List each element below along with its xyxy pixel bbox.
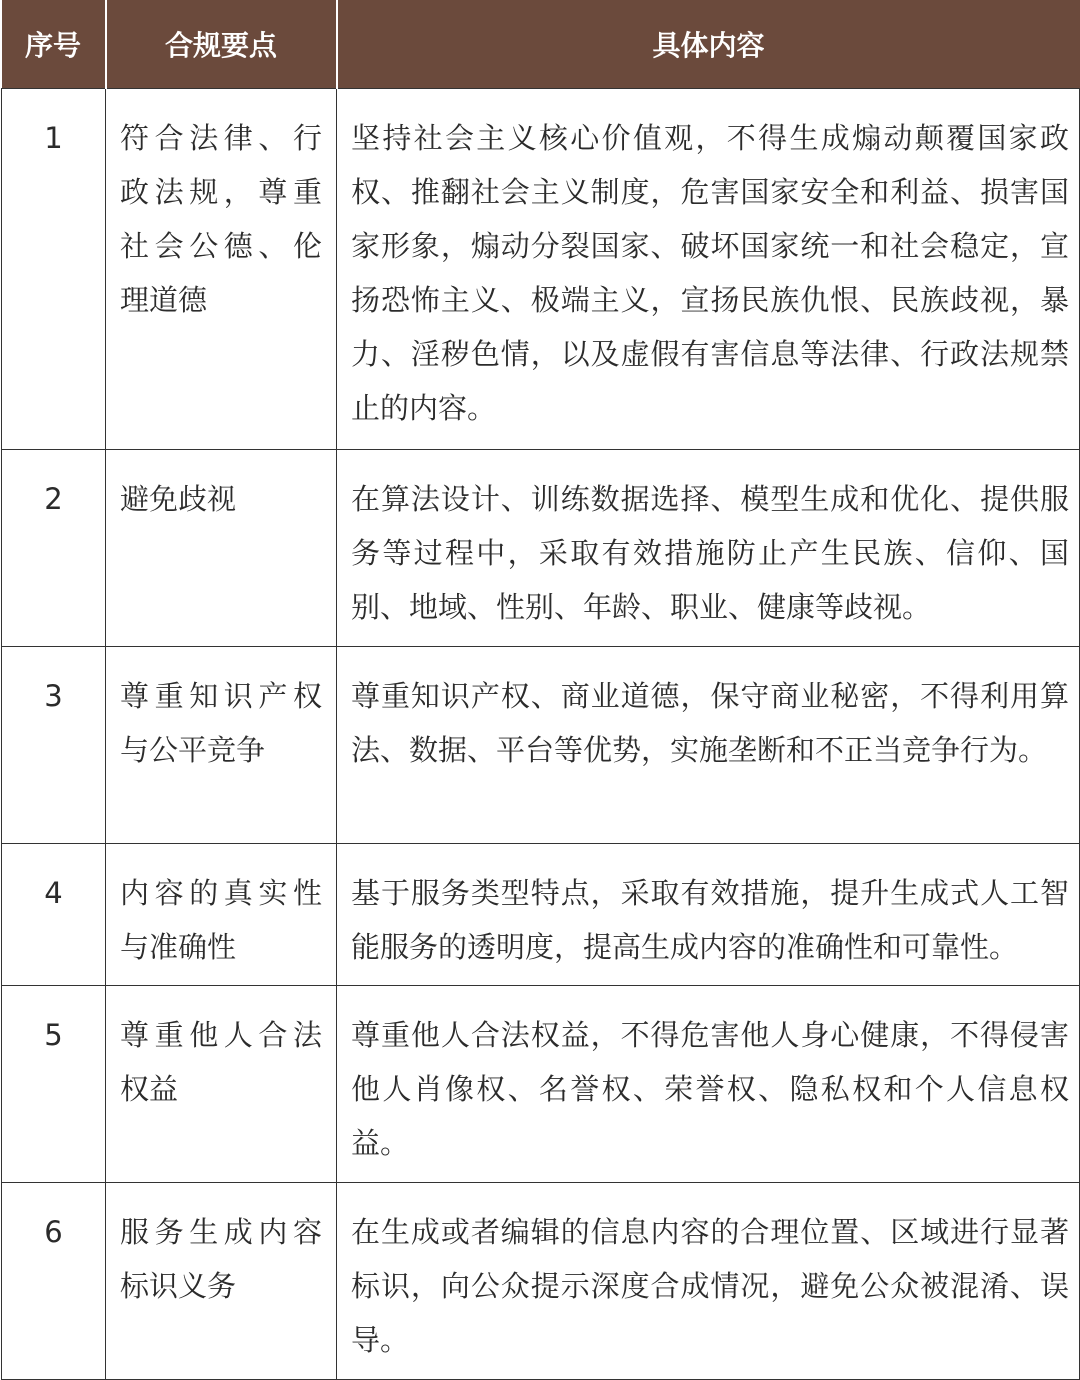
row-index: 5 (2, 986, 106, 1183)
row-detail: 尊重他人合法权益，不得危害他人身心健康，不得侵害他人肖像权、名誉权、荣誉权、隐私权和个人信息权益。 (337, 986, 1080, 1183)
row-point: 服务生成内容标识义务 (106, 1183, 337, 1380)
header-point: 合规要点 (106, 0, 337, 89)
table-header-row (2, 0, 1080, 89)
row-detail: 基于服务类型特点，采取有效措施，提升生成式人工智能服务的透明度，提高生成内容的准确性和可靠性。 (337, 844, 1080, 986)
row-index: 4 (2, 844, 106, 986)
row-point: 符合法律、行政法规，尊重社会公德、伦理道德 (106, 89, 337, 450)
header-index: 序号 (2, 0, 106, 89)
row-index: 2 (2, 450, 106, 647)
table-row (2, 89, 1080, 450)
row-index: 1 (2, 89, 106, 450)
row-index: 6 (2, 1183, 106, 1380)
row-detail: 在生成或者编辑的信息内容的合理位置、区域进行显著标识，向公众提示深度合成情况，避免公众被混淆、误导。 (337, 1183, 1080, 1380)
header-detail: 具体内容 (337, 0, 1080, 89)
row-point: 内容的真实性与准确性 (106, 844, 337, 986)
row-index: 3 (2, 647, 106, 844)
table-row (2, 647, 1080, 844)
table-row (2, 844, 1080, 986)
compliance-table-grid (1, 0, 1080, 1380)
table-row (2, 450, 1080, 647)
row-point: 避免歧视 (106, 450, 337, 647)
table-row (2, 1183, 1080, 1380)
row-point: 尊重他人合法权益 (106, 986, 337, 1183)
row-detail: 坚持社会主义核心价值观，不得生成煽动颠覆国家政权、推翻社会主义制度，危害国家安全和利益、损害国家形象，煽动分裂国家、破坏国家统一和社会稳定，宣扬恐怖主义、极端主义，宣扬民族仇恨、民族歧视，暴力、淫秽色情，以及虚假有害信息等法律、行政法规禁止的内容。 (337, 89, 1080, 450)
row-detail: 尊重知识产权、商业道德，保守商业秘密，不得利用算法、数据、平台等优势，实施垄断和不正当竞争行为。 (337, 647, 1080, 844)
row-detail: 在算法设计、训练数据选择、模型生成和优化、提供服务等过程中，采取有效措施防止产生民族、信仰、国别、地域、性别、年龄、职业、健康等歧视。 (337, 450, 1080, 647)
table-row (2, 986, 1080, 1183)
row-point: 尊重知识产权与公平竞争 (106, 647, 337, 844)
